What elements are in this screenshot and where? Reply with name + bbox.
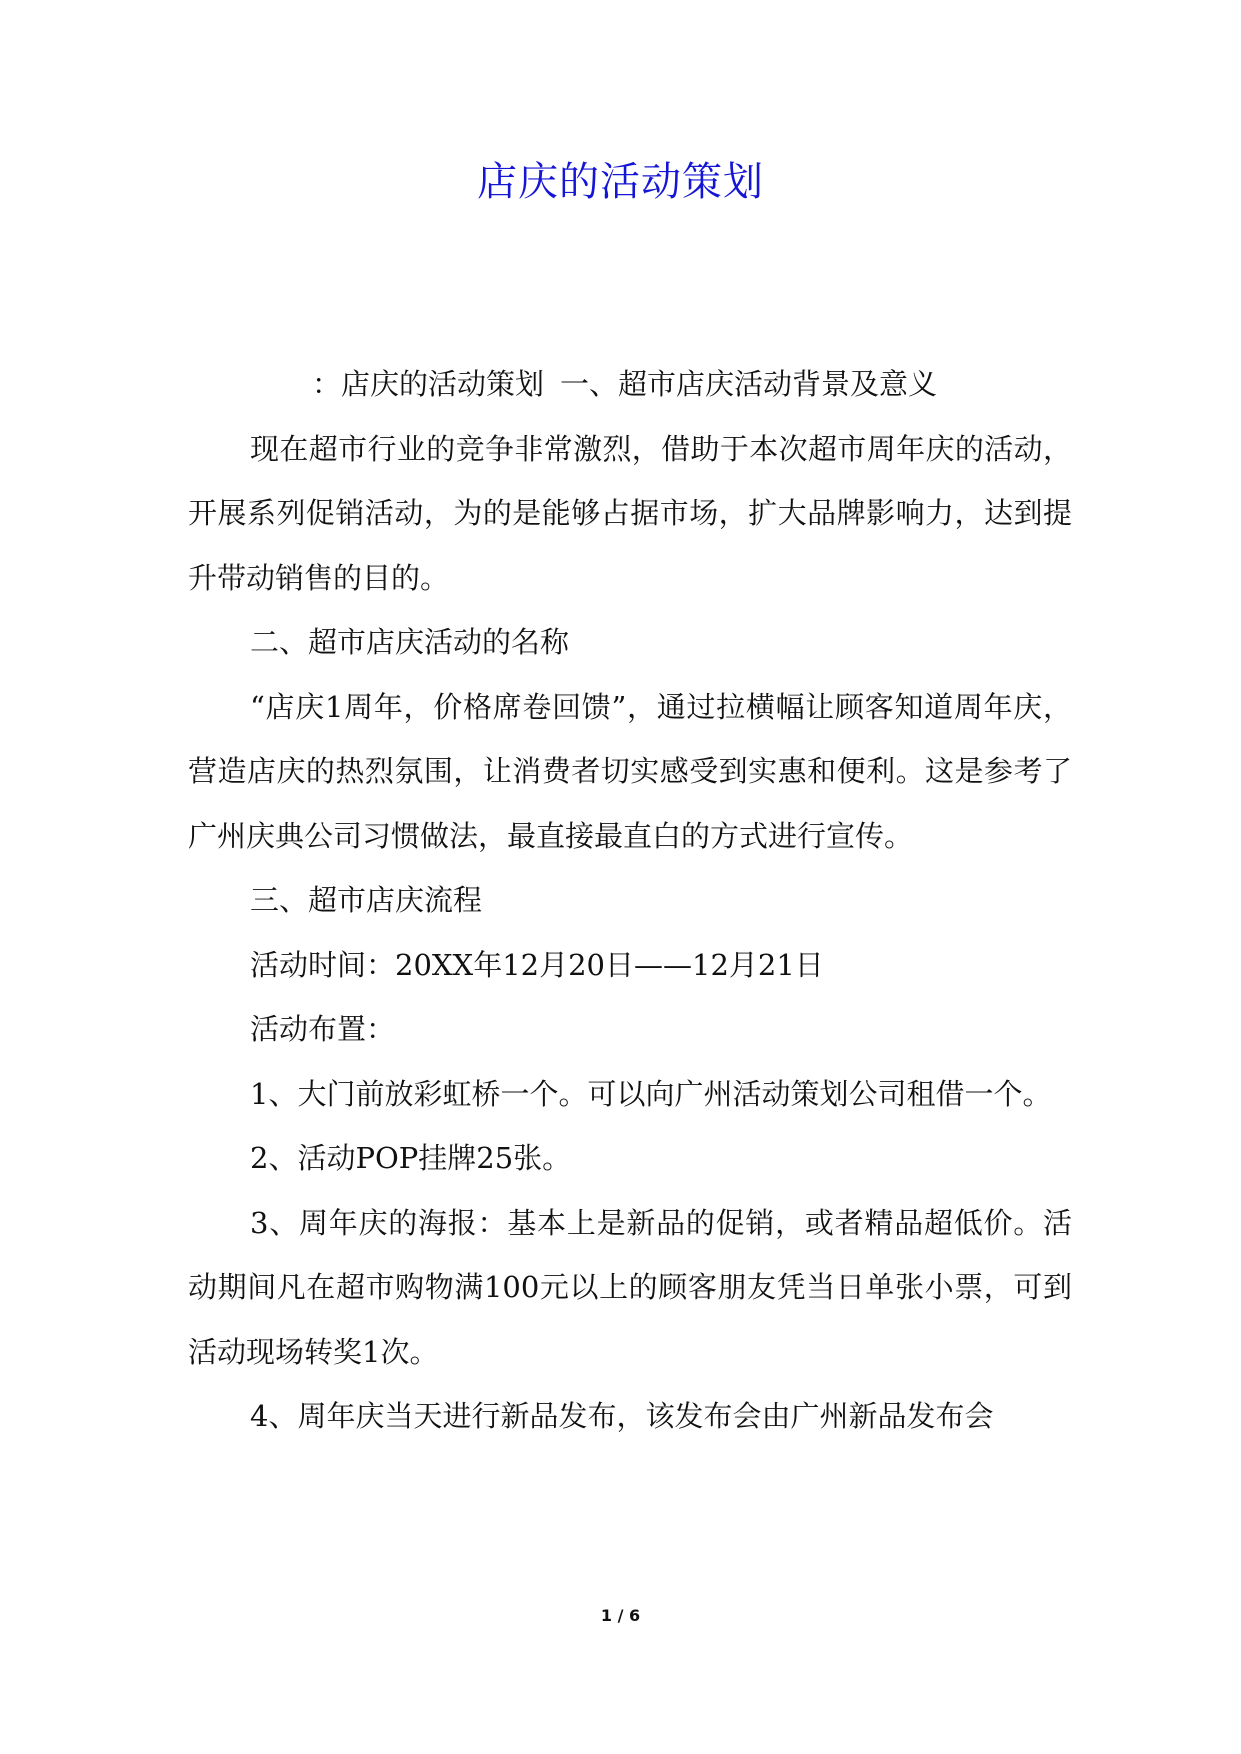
- list-item-3: 3、周年庆的海报：基本上是新品的促销，或者精品超低价。活动期间凡在超市购物满100元以上的顾客朋友凭当日单张小票，可到活动现场转奖1次。: [188, 1205, 1072, 1369]
- opening-paragraph: [188, 352, 1072, 417]
- paragraph-activity-time: 活动时间：20XX年12月20日——12月21日: [250, 947, 824, 982]
- section-2-heading: 二、超市店庆活动的名称: [250, 625, 570, 659]
- list-item-4: 4、周年庆当天进行新品发布，该发布会由广州新品发布会: [250, 1399, 994, 1433]
- section-3-heading: 三、超市店庆流程: [250, 883, 483, 917]
- paragraph-background: 现在超市行业的竞争非常激烈，借助于本次超市周年庆的活动，开展系列促销活动，为的是能够占据市场，扩大品牌影响力，达到提升带动销售的目的。: [188, 431, 1072, 595]
- list-item-1: 1、大门前放彩虹桥一个。可以向广州活动策划公司租借一个。: [250, 1076, 1052, 1111]
- section-1-heading: 一、超市店庆活动背景及意义: [560, 367, 938, 401]
- paragraph-activity-name: “店庆1周年，价格席卷回馈”，通过拉横幅让顾客知道周年庆，营造店庆的热烈氛围，让消费者切实感受到实惠和便利。这是参考了广州庆典公司习惯做法，最直接最直白的方式进行宣传。: [188, 689, 1072, 853]
- document-title: 店庆的活动策划: [477, 159, 764, 205]
- list-item-2: 2、活动POP挂牌25张。: [250, 1141, 572, 1175]
- heading-prefix: ：店庆的活动策划: [312, 367, 545, 401]
- page-number: 1 / 6: [600, 1606, 641, 1625]
- document-body: [188, 352, 1072, 1449]
- paragraph-activity-layout: 活动布置：: [250, 1012, 396, 1046]
